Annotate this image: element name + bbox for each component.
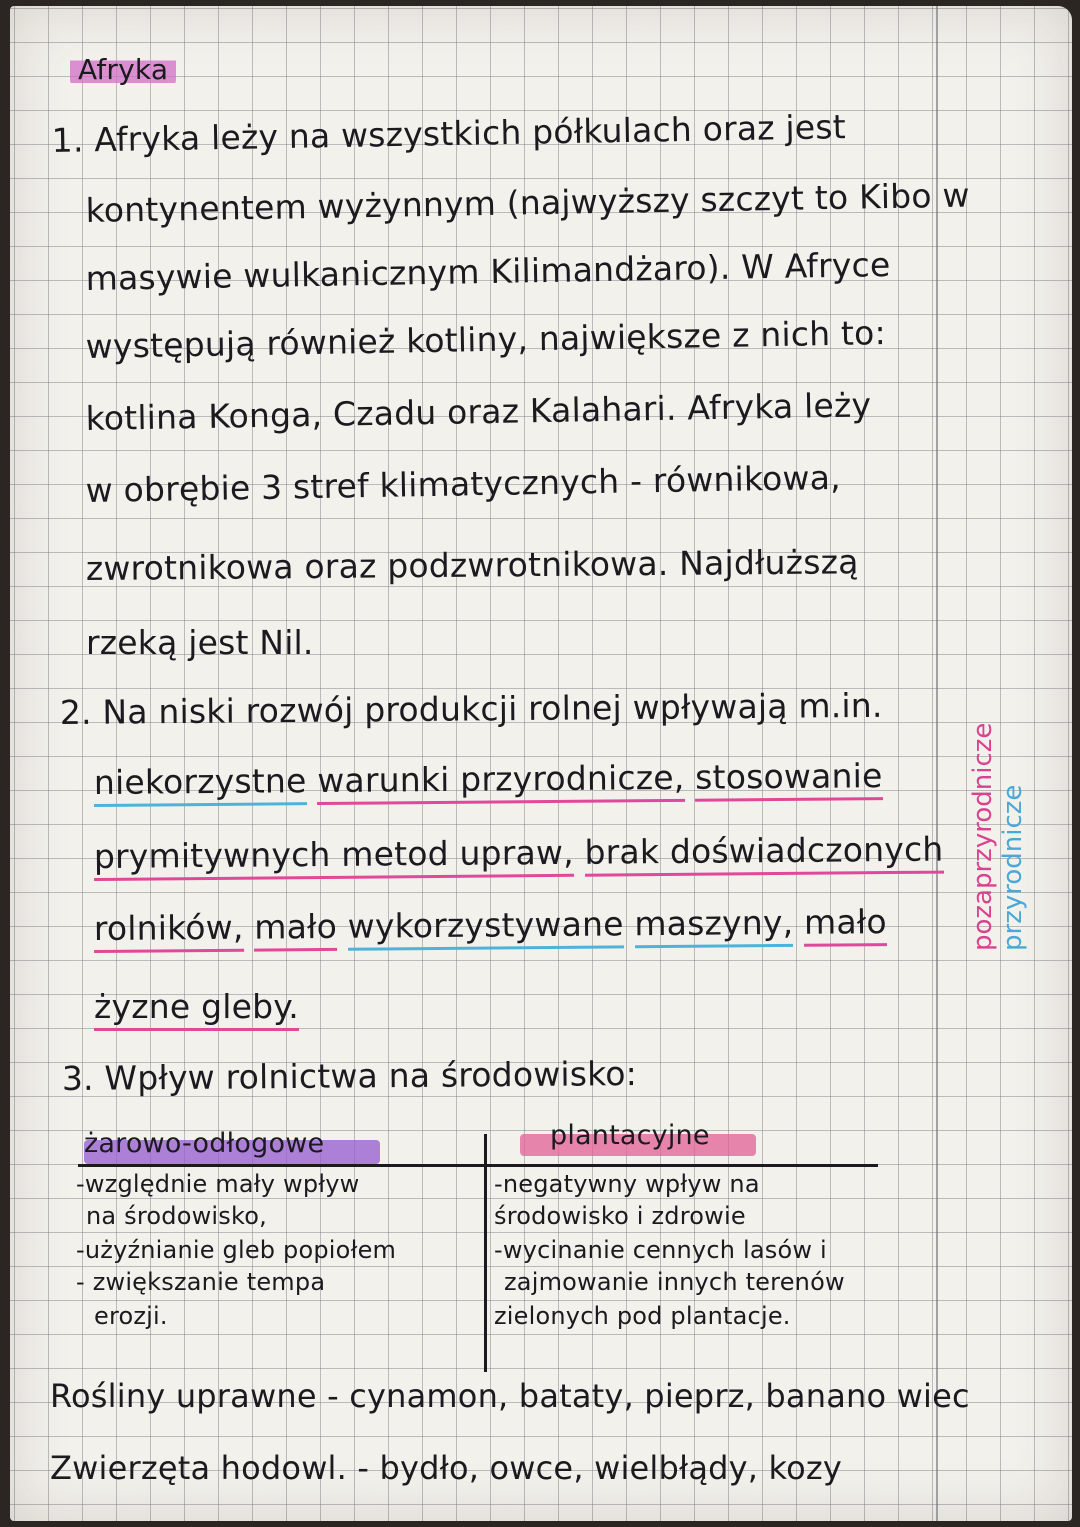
- underlined-phrase: mało: [804, 902, 887, 947]
- underlined-phrase: brak doświadczonych: [584, 830, 943, 877]
- table-left-cell: - zwiększanie tempa: [76, 1268, 326, 1296]
- underlined-phrase: stosowanie: [695, 756, 883, 802]
- footer-line: Zwierzęta hodowl. - bydło, owce, wielbłądy, kozy: [50, 1449, 843, 1487]
- para1-line: w obrębie 3 stref klimatycznych - równikowa,: [85, 457, 842, 510]
- table-right-cell: środowisko i zdrowie: [494, 1202, 746, 1230]
- para2-line: [93, 829, 944, 876]
- margin-note-blue: przyrodnicze: [998, 784, 1028, 951]
- table-right-header: plantacyjne: [550, 1120, 710, 1151]
- underlined-phrase: mało: [254, 907, 337, 952]
- underlined-phrase: rolników,: [94, 908, 244, 953]
- table-left-cell: na środowisko,: [86, 1202, 267, 1230]
- underlined-phrase: prymitywnych metod upraw,: [94, 833, 574, 881]
- table-left-cell: -użyźnianie gleb popiołem: [76, 1236, 397, 1264]
- para1-line: rzeką jest Nil.: [86, 623, 314, 662]
- table-right-cell: zielonych pod plantacje.: [494, 1302, 791, 1330]
- para1-line: występują również kotliny, największe z nich to:: [85, 313, 887, 366]
- table-left-cell: -względnie mały wpływ: [76, 1170, 360, 1198]
- table-right-cell: -negatywny wpływ na: [494, 1170, 760, 1198]
- table-header-divider: [78, 1164, 878, 1167]
- notebook-page: [10, 6, 1072, 1521]
- page-title: Afryka: [70, 54, 176, 86]
- table-right-cell: -wycinanie cennych lasów i: [494, 1236, 827, 1264]
- para3-heading: 3. Wpływ rolnictwa na środowisko:: [61, 1053, 638, 1098]
- para2-line: 2. Na niski rozwój produkcji rolnej wpływają m.in.: [59, 685, 883, 732]
- underlined-phrase: warunki przyrodnicze,: [317, 758, 685, 805]
- underlined-phrase: wykorzystywane: [348, 904, 624, 950]
- table-left-header: żarowo-odłogowe: [84, 1128, 325, 1159]
- para1-line: kotlina Konga, Czadu oraz Kalahari. Afryka leży: [85, 385, 872, 438]
- para1-line: kontynentem wyżynnym (najwyższy szczyt to Kibo w: [85, 175, 970, 230]
- table-column-divider: [484, 1134, 487, 1372]
- para1-line: 1. Afryka leży na wszystkich półkulach oraz jest: [51, 107, 847, 160]
- para2-line: [93, 902, 887, 948]
- para1-line: masywie wulkanicznym Kilimandżaro). W Afryce: [85, 244, 891, 298]
- table-right-cell: zajmowanie innych terenów: [504, 1268, 845, 1296]
- underlined-phrase: maszyny,: [634, 903, 793, 948]
- underlined-phrase: żyzne gleby.: [94, 987, 299, 1031]
- para2-line: [94, 987, 299, 1026]
- margin-note-pink: pozaprzyrodnicze: [968, 722, 998, 951]
- para1-line: zwrotnikowa oraz podzwrotnikowa. Najdłuższą: [85, 542, 859, 588]
- table-left-cell: erozji.: [94, 1302, 168, 1330]
- underlined-phrase: niekorzystne: [94, 761, 307, 807]
- margin-line: [936, 6, 938, 1521]
- para2-line: [93, 756, 883, 802]
- footer-line: Rośliny uprawne - cynamon, bataty, pieprz, banano wiec: [50, 1377, 970, 1415]
